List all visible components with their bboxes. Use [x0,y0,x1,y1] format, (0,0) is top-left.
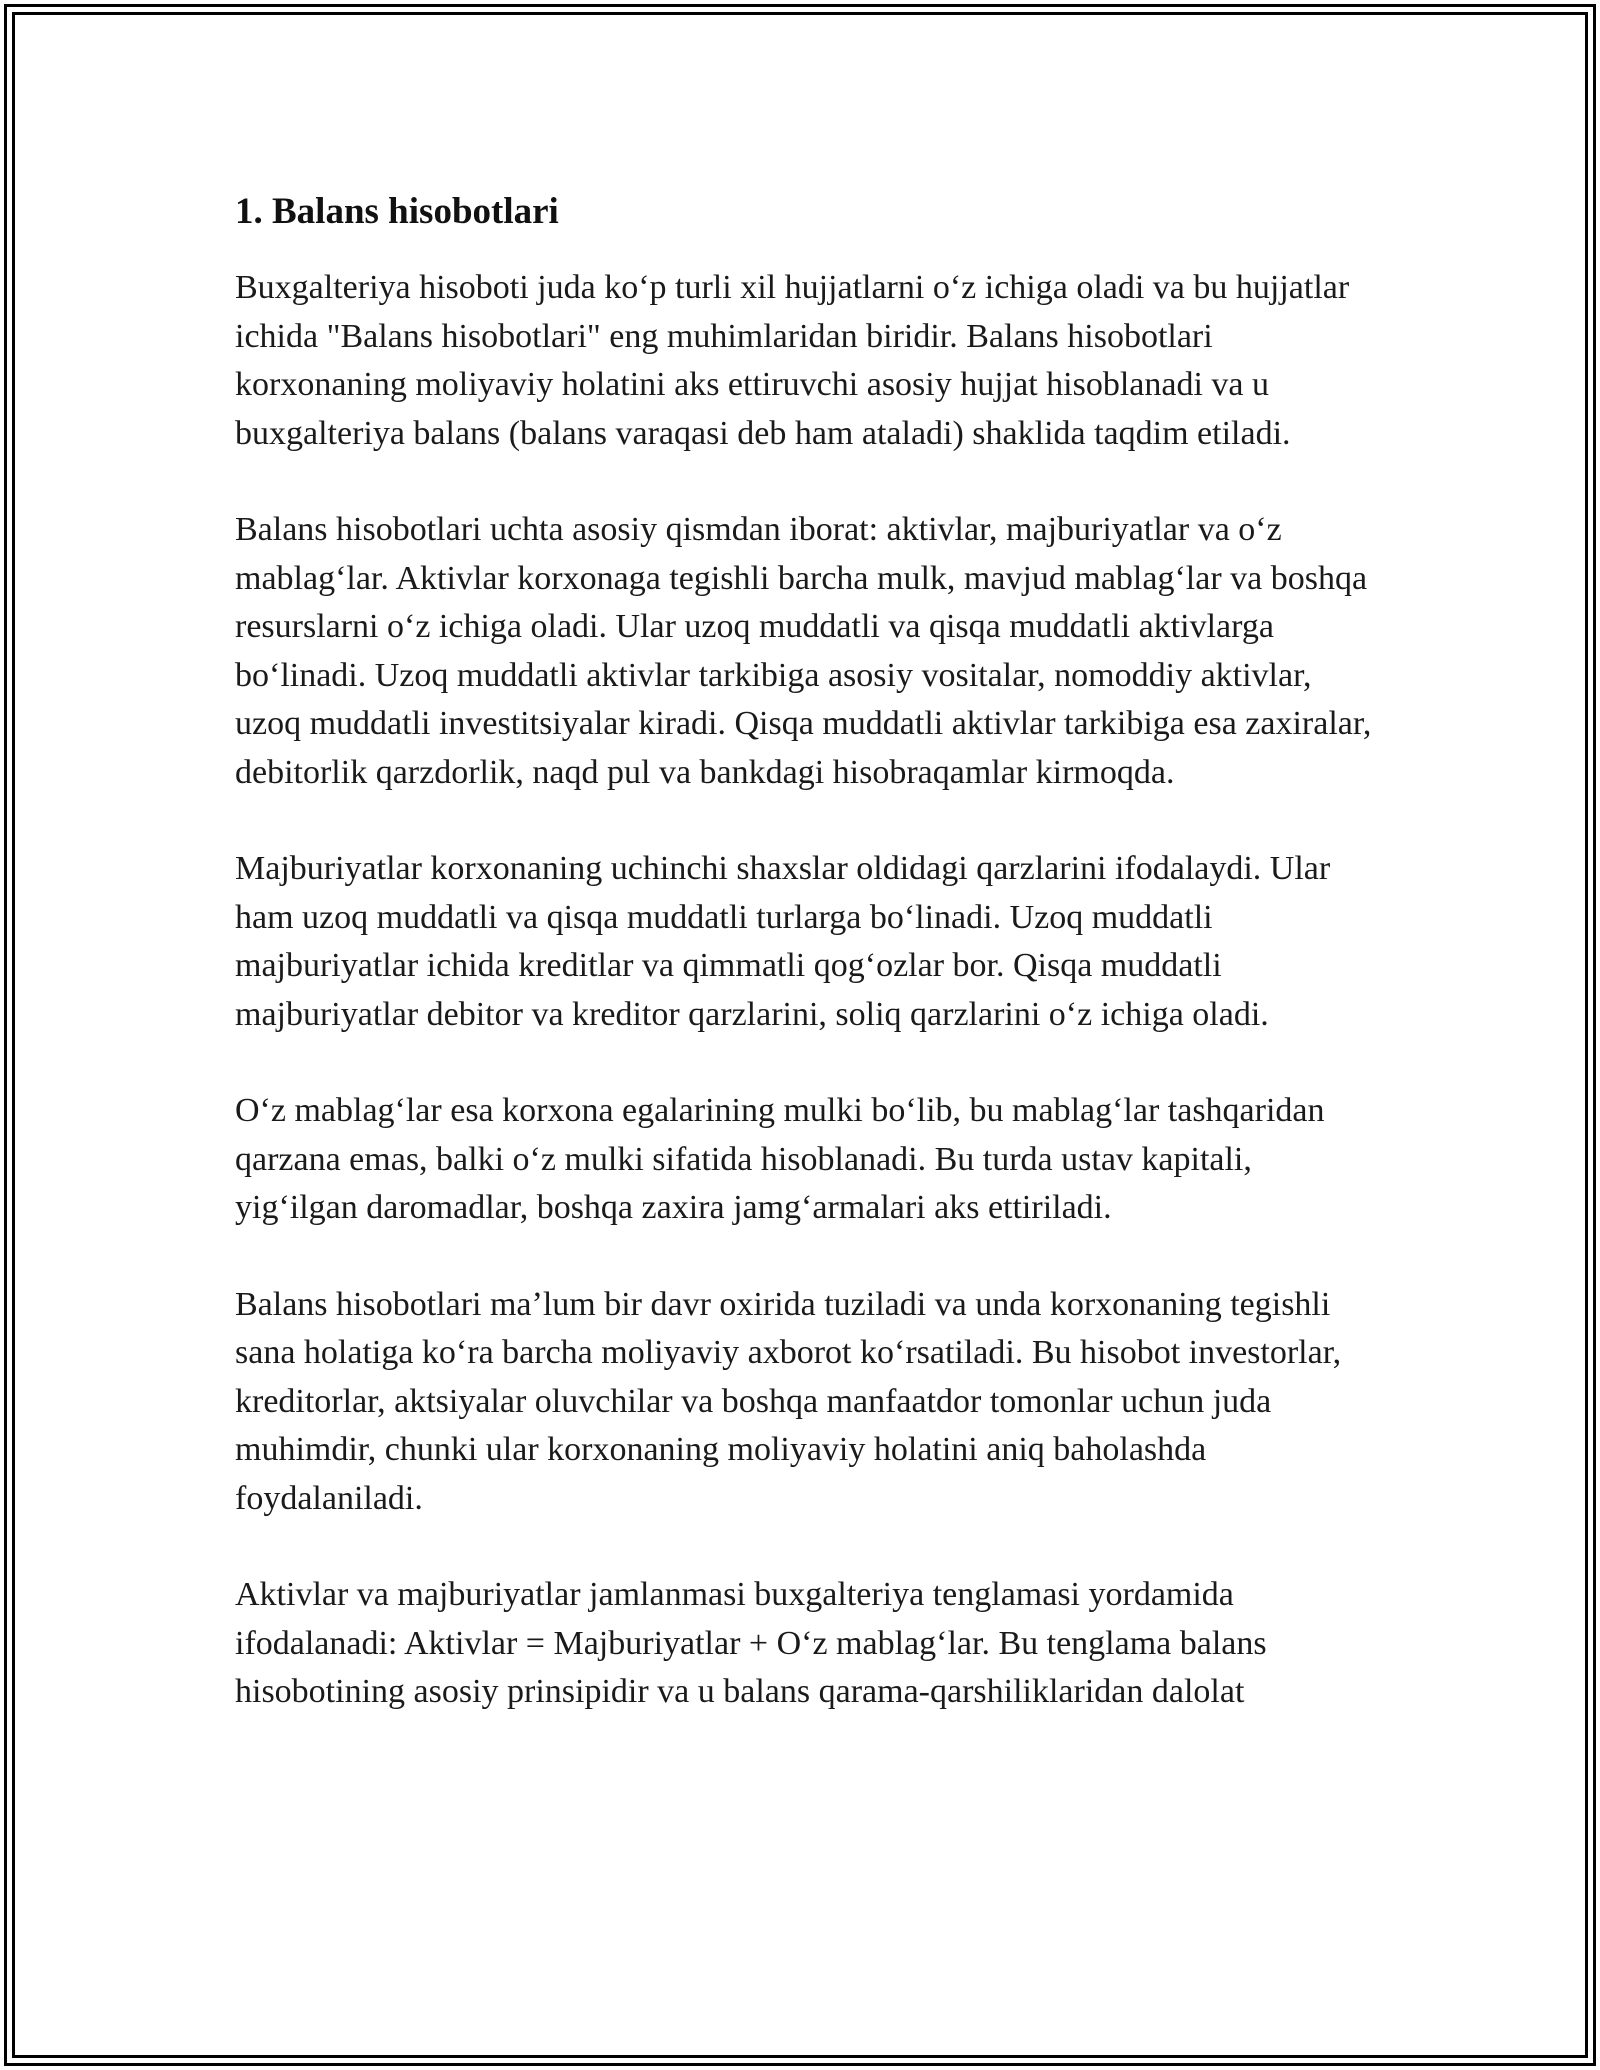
paragraph-accounting-equation: Aktivlar va majburiyatlar jamlanmasi buxgalteriya tenglamasi yordamida ifodalanadi: Aktivlar = Majburiyatlar + Oʻz mablagʻlar. Bu tenglama balans hisobotining asosiy prinsipidir va u balans qarama-qarshiliklaridan dalolat [235,1576,1267,1710]
paragraph-liabilities: Majburiyatlar korxonaning uchinchi shaxslar oldidagi qarzlarini ifodalaydi. Ular ham uzoq muddatli va qisqa muddatli turlarga boʻlinadi. Uzoq muddatli majburiyatlar ichida kreditlar va qimmatli qogʻozlar bor. Qisqa muddatli majburiyatlar debitor va kreditor qarzlarini, soliq qarzlarini oʻz ichiga oladi. [235,850,1331,1033]
paragraph-reporting-period: Balans hisobotlari maʼlum bir davr oxirida tuziladi va unda korxonaning tegishli sana holatiga koʻra barcha moliyaviy axborot koʻrsatiladi. Bu hisobot investorlar, kreditorlar, aktsiyalar oluvchilar va boshqa manfaatdor tomonlar uchun juda muhimdir, chunki ular korxonaning moliyaviy holatini aniq baholashda foydalaniladi. [235,1285,1342,1517]
paragraph-assets: Balans hisobotlari uchta asosiy qismdan iborat: aktivlar, majburiyatlar va oʻz mablagʻlar. Aktivlar korxonaga tegishli barcha mulk, mavjud mablagʻlar va boshqa resurslarni oʻz ichiga oladi. Ular uzoq muddatli va qisqa muddatli aktivlarga boʻlinadi. Uzoq muddatli aktivlar tarkibiga asosiy vositalar, nomoddiy aktivlar, uzoq muddatli investitsiyalar kiradi. Qisqa muddatli aktivlar tarkibiga esa zaxiralar, debitorlik qarzdorlik, naqd pul va bankdagi hisobraqamlar kirmoqda. [235,511,1372,791]
paragraph-intro: Buxgalteriya hisoboti juda koʻp turli xil hujjatlarni oʻz ichiga oladi va bu hujjatlar ichida "Balans hisobotlari" eng muhimlaridan biridir. Balans hisobotlari korxonaning moliyaviy holatini aks ettiruvchi asosiy hujjat hisoblanadi va u buxgalteriya balans (balans varaqasi deb ham ataladi) shaklida taqdim etiladi. [235,269,1350,452]
paragraph-equity: Oʻz mablagʻlar esa korxona egalarining mulki boʻlib, bu mablagʻlar tashqaridan qarzana emas, balki oʻz mulki sifatida hisoblanadi. Bu turda ustav kapitali, yigʻilgan daromadlar, boshqa zaxira jamgʻarmalari aks ettiriladi. [235,1092,1325,1226]
section-heading: 1. Balans hisobotlari [235,191,559,232]
document-body [235,184,1375,1765]
